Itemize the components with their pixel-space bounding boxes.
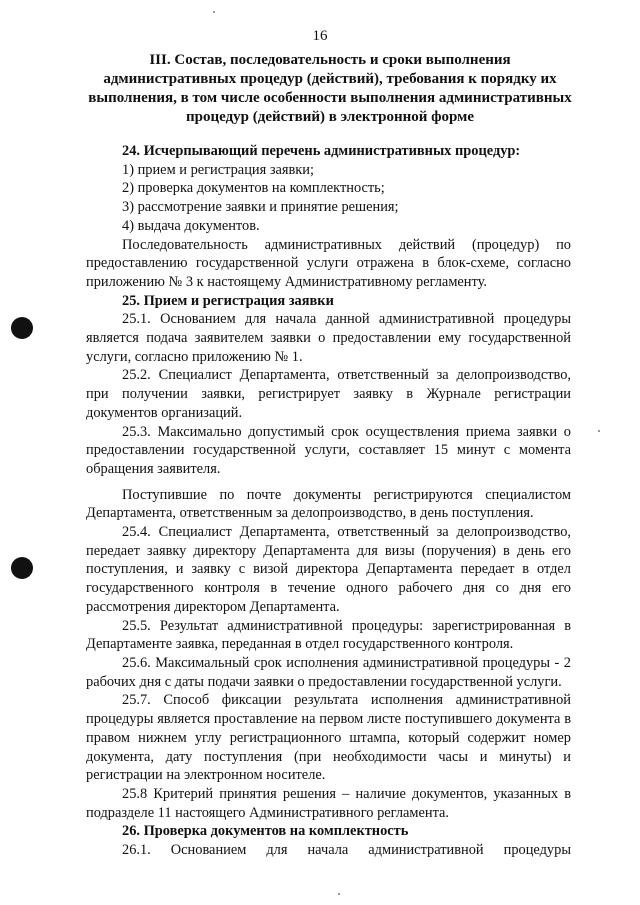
paragraph-25-1: 25.1. Основанием для начала данной административной процедуры является подача заявителем заявки о предоставлении ему государственной услуги, согласно приложению № 1. bbox=[86, 311, 571, 365]
punch-hole bbox=[11, 317, 33, 339]
paragraph-25-5: 25.5. Результат административной процедуры: зарегистрированная в Департаменте заявка, переданная в отдел государственного контроля. bbox=[86, 617, 571, 653]
paragraph-25-8: 25.8 Критерий принятия решения – наличие документов, указанных в подразделе 11 настоящего Административного регламента. bbox=[86, 785, 571, 821]
paragraph-25-7: 25.7. Способ фиксации результата исполнения административной процедуры является проставление на первом листе поступившего документа в правом нижнем углу регистрационного штампа, который содержит номер документа, дату поступления (при необходимости часы и минуты) и регистрации на электронном носителе. bbox=[86, 692, 571, 784]
list-item: 4) выдача документов. bbox=[122, 217, 260, 234]
paragraph-25-6: 25.6. Максимальный срок исполнения административной процедуры - 2 рабочих дня с даты подачи заявки о предоставлении государственной услуги. bbox=[86, 654, 571, 690]
heading-24: 24. Исчерпывающий перечень административных процедур: bbox=[122, 143, 521, 159]
paragraph-25-3: 25.3. Максимально допустимый срок осуществления приема заявки о предоставлении государственной услуги, составляет 15 минут с момента обращения заявителя. bbox=[86, 423, 571, 477]
heading-26: 26. Проверка документов на комплектность bbox=[122, 823, 409, 840]
page-number: 16 bbox=[312, 28, 328, 44]
paragraph-26-1: 26.1. Основанием для начала административной процедуры bbox=[122, 842, 571, 859]
list-item: 1) прием и регистрация заявки; bbox=[122, 161, 314, 178]
paragraph-25-4: 25.4. Специалист Департамента, ответственный за делопроизводство, передает заявку директору Департамента для визы (поручения) в день его поступления, и заявку с визой директора Департамента передает в отдел государственного контроля в течение одного рабочего дня со дня его рассмотрения директором Департамента. bbox=[86, 524, 571, 615]
scan-speck bbox=[338, 893, 340, 895]
section-title: III. Состав, последовательность и сроки выполнения административных процедур (действий), требования к порядку их выполнения, в том числе особенности выполнения административных процедур (действий) в электронной форме bbox=[88, 52, 572, 125]
paragraph: Последовательность административных действий (процедур) по предоставлению государственной услуги отражена в блок-схеме, согласно приложению № 3 к настоящему Административному регламенту. bbox=[86, 236, 571, 290]
list-item: 2) проверка документов на комплектность; bbox=[122, 180, 385, 197]
scan-speck bbox=[598, 430, 600, 432]
paragraph: Поступившие по почте документы регистрируются специалистом Департамента, ответственным за делопроизводство, в день поступления. bbox=[86, 486, 571, 522]
heading-25: 25. Прием и регистрация заявки bbox=[122, 292, 334, 309]
paragraph-25-2: 25.2. Специалист Департамента, ответственный за делопроизводство, при получении заявки, регистрирует заявку в Журнале регистрации документов организаций. bbox=[86, 367, 571, 421]
scan-speck bbox=[213, 11, 215, 13]
punch-hole bbox=[11, 557, 33, 579]
document-body bbox=[86, 142, 571, 860]
list-item: 3) рассмотрение заявки и принятие решения; bbox=[122, 199, 399, 216]
